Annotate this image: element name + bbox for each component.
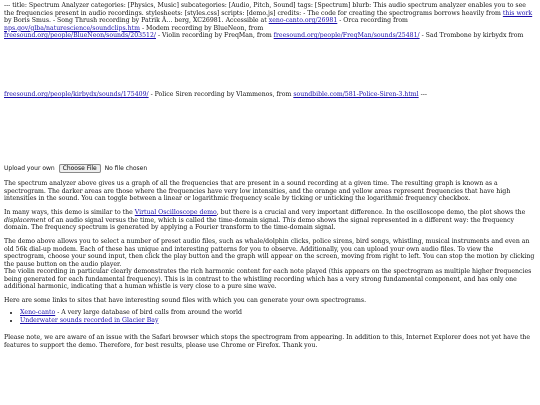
front-matter-part8: --- [420,91,427,98]
upload-row [4,164,147,173]
p2-text-d: demo shows the signal represented in a different way: the frequency domain. The frequency spectrum is generated by applying a Fourier transform to the time-domain signal. [4,216,514,232]
links-intro-paragraph: Here are some links to sites that have interesting sound files with which you can generate your own spectrograms. [4,297,367,304]
upload-label: Upload your own [4,165,55,172]
xeno-canto-26981-link[interactable]: xeno-canto.org/26981 [268,17,338,25]
front-matter-part7: - Police Siren recording by Vlammenos, from [150,91,292,98]
soundbible-police-siren-link[interactable]: soundbible.com/581-Police-Siren-3.html [293,91,419,98]
front-matter-continued [4,91,534,99]
sound-links-list [4,309,242,324]
front-matter-text [4,2,534,40]
front-matter-part4: - Modem recording by BlueNeon, from [141,24,264,32]
choose-file-button[interactable]: Choose File [59,164,101,173]
freesound-freqman-link[interactable]: freesound.org/people/FreqMan/sounds/25481/ [273,32,420,40]
list-item [20,309,242,317]
front-matter-part6: - Sad Trombone by kirbydx from [421,32,524,40]
freesound-blueneon-link[interactable]: freesound.org/people/BlueNeon/sounds/203512/ [4,32,156,40]
virtual-oscilloscope-link[interactable]: Virtual Oscilloscope demo [134,209,217,216]
front-matter-part5: - Violin recording by FreqMan, from [157,32,272,40]
front-matter-part3: - Orca recording from [339,17,408,25]
violin-harmonics-paragraph: The violin recording in particular clearly demonstrates the rich harmonic content for each note played (this appears on the spectrogram as multiple higher frequencies being generated for each fundamental frequency). This is in contrast to the whistling recording which has a very strong fundamental component, and has only one additional harmonic, indicating that a human whistle is very close to a pure sine wave. [4,268,532,291]
nps-soundclips-link[interactable]: nps.gov/glba/naturescience/soundclips.htm [4,24,140,32]
p2-emphasis-this: This [282,216,296,224]
front-matter-part2: by Boris Smus. - Song Thrush recording by Patrik Ã… berg, XC26981. Accessible at [4,17,267,25]
p2-emphasis-displacement: displacement [4,216,46,224]
this-work-link[interactable]: this work [502,9,533,17]
freesound-kirbydx-link[interactable]: freesound.org/people/kirbydx/sounds/175409/ [4,91,149,98]
xeno-canto-link[interactable]: Xeno-canto [20,309,56,316]
p2-text-b: , but there is a crucial and very important difference. In the oscilloscope demo, the plot shows the [216,209,526,216]
list-item [20,317,242,325]
demo-usage-paragraph: The demo above allows you to select a number of preset audio files, such as whale/dolphin clicks, police sirens, bird songs, whistling, musical instruments and even an old 56k dial-up modem. Each of these has unique and interesting patterns for you to observe. Additionally, you can upload your own audio files. To view the spectrogram, choose your sound input, then click the play button and the graph will appear on the screen, moving from right to left. You can stop the motion by clicking the pause button on the audio player. [4,238,535,268]
browser-support-note: Please note, we are aware of an issue with the Safari browser which stops the spectrogram from appearing. In addition to this, Internet Explorer does not yet have the features to support the demo. Therefore, for best results, please use Chrome or Firefox. Thank you. [4,334,531,349]
front-matter-part1: --- title: Spectrum Analyzer categories: [Physics, Music] subcategories: [Audio, Pitch, Sound] tags: [Spectrum] blurb: This audio spectrum analyzer enables you to see the frequencies present in audio recordings. stylesheets: [styles.css] scripts: [demo.js] credits: - The code for creating the spectrograms borrows heavily from [4,2,526,17]
glacier-bay-sounds-link[interactable]: Underwater sounds recorded in Glacier Bay [20,316,159,324]
file-status: No file chosen [104,165,148,172]
xeno-canto-description: - A very large database of bird calls from around the world [57,309,242,316]
p2-text-a: In many ways, this demo is similar to the [4,209,133,216]
p2-text-c: of an audio signal versus the time, which is called the time-domain signal. [47,216,281,224]
oscilloscope-comparison-paragraph [4,209,536,232]
spectrogram-intro-paragraph: The spectrum analyzer above gives us a graph of all the frequencies that are present in a sound recording at a given time. The resulting graph is known as a spectrogram. The darker areas are those where the frequencies have very low intensities, and the orange and yellow areas represent frequencies that have high intensities in the sound. You can toggle between a linear or logarithmic frequency scale by ticking or unticking the logarithmic frequency checkbox. [4,180,511,203]
